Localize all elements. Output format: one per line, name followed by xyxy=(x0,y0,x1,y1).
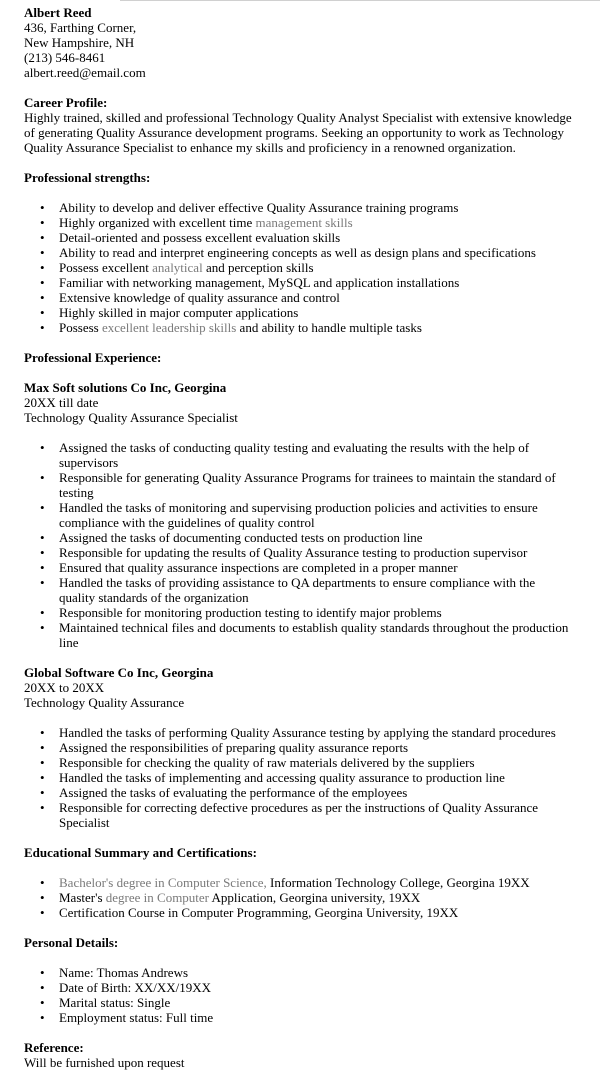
job-role: Technology Quality Assurance Specialist xyxy=(24,410,238,425)
bullet-icon: • xyxy=(40,980,45,995)
bullet-icon: • xyxy=(40,755,45,770)
item-text: and ability to handle multiple tasks xyxy=(236,320,422,335)
list-item xyxy=(24,725,584,740)
item-text-line: Handled the tasks of monitoring and supervising production policies and activities to ensure xyxy=(59,500,538,515)
item-text: Highly organized with excellent time xyxy=(59,215,256,230)
item-text: Possess excellent xyxy=(59,260,153,275)
item-text-line: compliance with the guidelines of quality control xyxy=(59,515,315,530)
item-text-line: testing xyxy=(59,485,94,500)
item-text: Marital status: Single xyxy=(59,995,171,1010)
bullet-icon: • xyxy=(40,605,45,620)
item-text-line: Ensured that quality assurance inspections are completed in a proper manner xyxy=(59,560,458,575)
item-text: Information Technology College, Georgina 19XX xyxy=(266,875,530,890)
list-item xyxy=(24,305,584,320)
contact-address-line-2: New Hampshire, NH xyxy=(24,35,135,50)
job-dates: 20XX to 20XX xyxy=(24,680,105,695)
list-item xyxy=(24,440,584,470)
bullet-icon: • xyxy=(40,260,45,275)
list-item xyxy=(24,800,584,830)
bullet-icon: • xyxy=(40,965,45,980)
reference-section xyxy=(24,1040,584,1070)
inline-link[interactable]: management skills xyxy=(255,215,353,230)
education-section xyxy=(24,845,584,920)
list-item xyxy=(24,890,584,905)
bullet-icon: • xyxy=(40,320,45,335)
career-profile-line: Highly trained, skilled and professional Technology Quality Analyst Specialist with extensive knowledge xyxy=(24,110,572,125)
bullet-icon: • xyxy=(40,530,45,545)
bullet-icon: • xyxy=(40,1010,45,1025)
experience-section xyxy=(24,350,584,830)
item-text: Possess xyxy=(59,320,102,335)
career-profile-line: of generating Quality Assurance development programs. Seeking an opportunity to work as Technology xyxy=(24,125,565,140)
personal-section xyxy=(24,935,584,1025)
bullet-icon: • xyxy=(40,275,45,290)
reference-heading: Reference: xyxy=(24,1040,84,1055)
bullet-icon: • xyxy=(40,560,45,575)
item-text-line: line xyxy=(59,635,79,650)
bullet-icon: • xyxy=(40,740,45,755)
list-item xyxy=(24,575,584,605)
item-text-line: Assigned the tasks of conducting quality testing and evaluating the results with the help of xyxy=(59,440,530,455)
bullet-icon: • xyxy=(40,470,45,485)
list-item xyxy=(24,200,584,215)
item-text-line: quality standards of the organization xyxy=(59,590,249,605)
bullet-icon: • xyxy=(40,575,45,590)
job-company: Global Software Co Inc, Georgina xyxy=(24,665,214,680)
list-item xyxy=(24,245,584,260)
career-profile-line: Quality Assurance Specialist to enhance my skills and proficiency in a renowned organization. xyxy=(24,140,516,155)
list-item xyxy=(24,605,584,620)
contact-phone: (213) 546-8461 xyxy=(24,50,106,65)
list-item xyxy=(24,620,584,650)
item-text-line: Responsible for updating the results of Quality Assurance testing to production supervisor xyxy=(59,545,528,560)
top-border-line xyxy=(120,0,600,1)
reference-text: Will be furnished upon request xyxy=(24,1055,185,1070)
bullet-icon: • xyxy=(40,230,45,245)
item-text-line: Handled the tasks of implementing and accessing quality assurance to production line xyxy=(59,770,505,785)
item-text: Highly skilled in major computer applications xyxy=(59,305,299,320)
list-item xyxy=(24,545,584,560)
list-item xyxy=(24,755,584,770)
job-role: Technology Quality Assurance xyxy=(24,695,185,710)
bullet-icon: • xyxy=(40,305,45,320)
item-text-line: Handled the tasks of providing assistance to QA departments to ensure compliance with the xyxy=(59,575,536,590)
personal-heading: Personal Details: xyxy=(24,935,119,950)
education-heading: Educational Summary and Certifications: xyxy=(24,845,257,860)
item-text: Application, Georgina university, 19XX xyxy=(209,890,421,905)
bullet-icon: • xyxy=(40,620,45,635)
bullet-icon: • xyxy=(40,785,45,800)
bullet-icon: • xyxy=(40,215,45,230)
list-item xyxy=(24,215,584,230)
item-text: Employment status: Full time xyxy=(59,1010,214,1025)
item-text-line: Assigned the responsibilities of preparing quality assurance reports xyxy=(59,740,409,755)
contact-address-line-1: 436, Farthing Corner, xyxy=(24,20,137,35)
item-text: Certification Course in Computer Programming, Georgina University, 19XX xyxy=(59,905,459,920)
resume-document xyxy=(24,5,584,1070)
item-text: Detail-oriented and possess excellent evaluation skills xyxy=(59,230,341,245)
job-duties-list xyxy=(24,725,584,830)
item-text-line: supervisors xyxy=(59,455,119,470)
bullet-icon: • xyxy=(40,875,45,890)
list-item xyxy=(24,905,584,920)
item-text-line: Assigned the tasks of documenting conducted tests on production line xyxy=(59,530,423,545)
list-item xyxy=(24,1010,584,1025)
contact-block xyxy=(24,5,584,80)
job-entry xyxy=(24,380,584,650)
list-item xyxy=(24,875,584,890)
list-item xyxy=(24,470,584,500)
bullet-icon: • xyxy=(40,905,45,920)
item-text: Ability to develop and deliver effective Quality Assurance training programs xyxy=(59,200,459,215)
list-item xyxy=(24,965,584,980)
list-item xyxy=(24,740,584,755)
strengths-list xyxy=(24,200,584,335)
job-dates: 20XX till date xyxy=(24,395,99,410)
bullet-icon: • xyxy=(40,890,45,905)
bullet-icon: • xyxy=(40,440,45,455)
list-item xyxy=(24,980,584,995)
list-item xyxy=(24,785,584,800)
list-item xyxy=(24,560,584,575)
career-profile-section xyxy=(24,95,584,155)
item-text: Master's xyxy=(59,890,106,905)
job-duties-list xyxy=(24,440,584,650)
item-text-line: Responsible for monitoring production testing to identify major problems xyxy=(59,605,442,620)
item-text-line: Maintained technical files and documents to establish quality standards throughout the production xyxy=(59,620,569,635)
list-item xyxy=(24,770,584,785)
item-text: Name: Thomas Andrews xyxy=(59,965,189,980)
personal-details-list xyxy=(24,965,584,1025)
list-item xyxy=(24,500,584,530)
bullet-icon: • xyxy=(40,545,45,560)
item-text-line: Assigned the tasks of evaluating the performance of the employees xyxy=(59,785,408,800)
contact-name: Albert Reed xyxy=(24,5,92,20)
item-text-line: Handled the tasks of performing Quality Assurance testing by applying the standard procedures xyxy=(59,725,556,740)
list-item xyxy=(24,275,584,290)
inline-link[interactable]: analytical xyxy=(152,260,203,275)
strengths-heading: Professional strengths: xyxy=(24,170,151,185)
bullet-icon: • xyxy=(40,995,45,1010)
item-text-line: Responsible for generating Quality Assurance Programs for trainees to maintain the standard of xyxy=(59,470,556,485)
bullet-icon: • xyxy=(40,800,45,815)
inline-link[interactable]: excellent leadership skills xyxy=(102,320,237,335)
education-list xyxy=(24,875,584,920)
strengths-section xyxy=(24,170,584,335)
item-text: Extensive knowledge of quality assurance and control xyxy=(59,290,340,305)
job-entry xyxy=(24,665,584,830)
list-item xyxy=(24,290,584,305)
item-text: Familiar with networking management, MySQL and application installations xyxy=(59,275,460,290)
item-text-line: Responsible for checking the quality of raw materials delivered by the suppliers xyxy=(59,755,475,770)
job-company: Max Soft solutions Co Inc, Georgina xyxy=(24,380,227,395)
item-text: Ability to read and interpret engineering concepts as well as design plans and specifications xyxy=(59,245,536,260)
inline-link[interactable]: Bachelor's degree in Computer Science, xyxy=(59,875,267,890)
item-text-line: Specialist xyxy=(59,815,110,830)
career-profile-heading: Career Profile: xyxy=(24,95,108,110)
list-item xyxy=(24,230,584,245)
bullet-icon: • xyxy=(40,770,45,785)
list-item xyxy=(24,260,584,275)
list-item xyxy=(24,995,584,1010)
list-item xyxy=(24,320,584,335)
bullet-icon: • xyxy=(40,500,45,515)
bullet-icon: • xyxy=(40,290,45,305)
bullet-icon: • xyxy=(40,245,45,260)
bullet-icon: • xyxy=(40,725,45,740)
experience-heading: Professional Experience: xyxy=(24,350,162,365)
inline-link[interactable]: degree in Computer xyxy=(105,890,210,905)
item-text-line: Responsible for correcting defective procedures as per the instructions of Quality Assurance xyxy=(59,800,539,815)
item-text: and perception skills xyxy=(202,260,314,275)
item-text: Date of Birth: XX/XX/19XX xyxy=(59,980,212,995)
contact-email: albert.reed@email.com xyxy=(24,65,146,80)
bullet-icon: • xyxy=(40,200,45,215)
list-item xyxy=(24,530,584,545)
